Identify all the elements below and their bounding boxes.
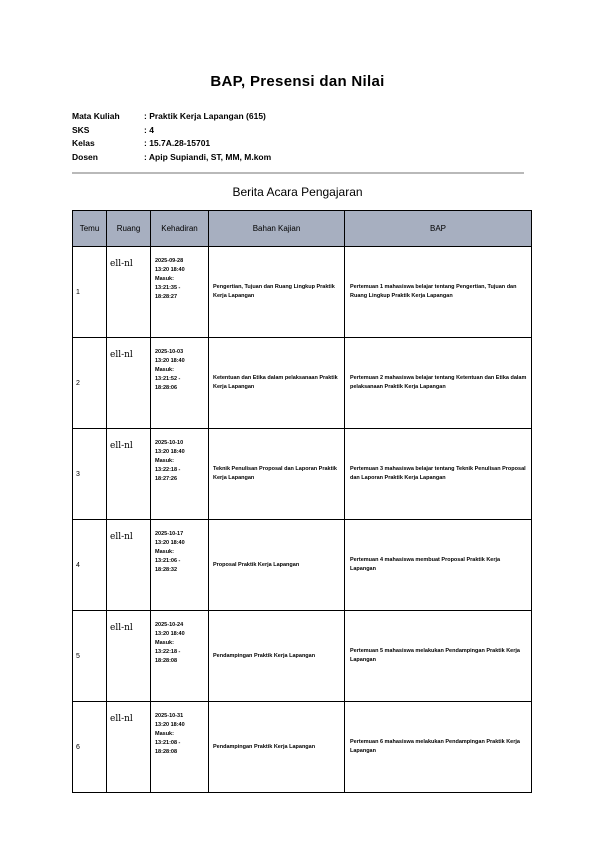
course-info-label: SKS xyxy=(72,124,90,135)
course-info-row xyxy=(72,110,271,124)
table-row xyxy=(73,702,532,793)
kehadiran-cell xyxy=(151,611,209,702)
kehadiran-line: 2025-10-24 xyxy=(155,622,184,628)
course-info-row xyxy=(72,137,271,151)
kehadiran-line: Masuk: xyxy=(155,549,174,555)
table-row xyxy=(73,338,532,429)
kehadiran-line: 13:20 18:40 xyxy=(155,631,185,637)
page-title: BAP, Presensi dan Nilai xyxy=(210,73,385,90)
kehadiran-line: 13:21:52 - xyxy=(155,376,181,382)
bap-cell: Pertemuan 6 mahasiswa melakukan Pendampingan Praktik Kerja Lapangan xyxy=(345,702,532,793)
ruang-cell: ell-nl xyxy=(107,338,151,429)
kehadiran-line: 2025-09-28 xyxy=(155,258,184,264)
kehadiran-cell xyxy=(151,247,209,338)
course-info xyxy=(72,110,271,164)
bap-cell: Pertemuan 3 mahasiswa belajar tentang Teknik Penulisan Proposal dan Laporan Praktik Kerja Lapangan xyxy=(345,429,532,520)
kehadiran-line: 13:20 18:40 xyxy=(155,722,185,728)
kehadiran-line: Masuk: xyxy=(155,367,174,373)
temu-cell: 5 xyxy=(73,611,107,702)
course-info-label: Mata Kuliah xyxy=(72,111,120,121)
divider xyxy=(72,172,524,174)
temu-cell: 2 xyxy=(73,338,107,429)
course-info-value: : 4 xyxy=(144,124,154,135)
kehadiran-line: Masuk: xyxy=(155,731,174,737)
kehadiran-line: 13:20 18:40 xyxy=(155,267,185,273)
course-info-value: : Praktik Kerja Lapangan (615) xyxy=(144,111,266,121)
kehadiran-line: 18:28:08 xyxy=(155,658,178,664)
ruang-cell: ell-nl xyxy=(107,520,151,611)
course-info-value: : 15.7A.28-15701 xyxy=(144,138,211,148)
bahan-kajian-cell: Pendampingan Praktik Kerja Lapangan xyxy=(209,702,345,793)
bahan-kajian-cell: Pengertian, Tujuan dan Ruang Lingkup Praktik Kerja Lapangan xyxy=(209,247,345,338)
kehadiran-cell xyxy=(151,429,209,520)
course-info-value: : Apip Supiandi, ST, MM, M.kom xyxy=(144,151,272,162)
course-info-row xyxy=(72,151,271,165)
kehadiran-line: 18:28:08 xyxy=(155,749,178,755)
bap-cell: Pertemuan 2 mahasiswa belajar tentang Ketentuan dan Etika dalam pelaksanaan Praktik Kerja Lapangan xyxy=(345,338,532,429)
kehadiran-line: Masuk: xyxy=(155,458,174,464)
table-row xyxy=(73,611,532,702)
column-header-temu: Temu xyxy=(73,211,107,247)
temu-cell: 6 xyxy=(73,702,107,793)
course-info-row xyxy=(72,124,271,138)
kehadiran-line: 18:28:32 xyxy=(155,567,178,573)
table-row xyxy=(73,429,532,520)
ruang-cell: ell-nl xyxy=(107,429,151,520)
temu-cell: 4 xyxy=(73,520,107,611)
kehadiran-line: Masuk: xyxy=(155,276,174,282)
bahan-kajian-cell: Ketentuan dan Etika dalam pelaksanaan Praktik Kerja Lapangan xyxy=(209,338,345,429)
bap-cell: Pertemuan 1 mahasiswa belajar tentang Pengertian, Tujuan dan Ruang Lingkup Praktik Kerja Lapangan xyxy=(345,247,532,338)
column-header-kehadiran: Kehadiran xyxy=(151,211,209,247)
course-info-label: Dosen xyxy=(72,151,98,162)
table-header-row xyxy=(73,211,532,247)
kehadiran-line: 13:22:18 - xyxy=(155,467,181,473)
kehadiran-line: 2025-10-17 xyxy=(155,531,184,537)
kehadiran-cell xyxy=(151,338,209,429)
kehadiran-line: 18:27:26 xyxy=(155,476,178,482)
temu-cell: 1 xyxy=(73,247,107,338)
section-title: Berita Acara Pengajaran xyxy=(232,185,363,199)
kehadiran-line: 13:20 18:40 xyxy=(155,449,185,455)
kehadiran-line: 2025-10-10 xyxy=(155,440,184,446)
ruang-cell: ell-nl xyxy=(107,702,151,793)
teaching-record-table xyxy=(72,210,532,793)
kehadiran-line: 13:22:18 - xyxy=(155,649,181,655)
bahan-kajian-cell: Proposal Praktik Kerja Lapangan xyxy=(209,520,345,611)
kehadiran-line: 18:28:27 xyxy=(155,294,178,300)
column-header-ruang: Ruang xyxy=(107,211,151,247)
bap-cell: Pertemuan 5 mahasiswa melakukan Pendampingan Praktik Kerja Lapangan xyxy=(345,611,532,702)
bap-cell: Pertemuan 4 mahasiswa membuat Proposal Praktik Kerja Lapangan xyxy=(345,520,532,611)
kehadiran-line: 13:20 18:40 xyxy=(155,540,185,546)
table-row xyxy=(73,520,532,611)
kehadiran-line: 18:28:06 xyxy=(155,385,178,391)
kehadiran-line: 13:21:06 - xyxy=(155,558,181,564)
kehadiran-cell xyxy=(151,520,209,611)
kehadiran-line: 13:21:08 - xyxy=(155,740,181,746)
bahan-kajian-cell: Pendampingan Praktik Kerja Lapangan xyxy=(209,611,345,702)
course-info-label: Kelas xyxy=(72,138,95,148)
kehadiran-line: 2025-10-31 xyxy=(155,713,184,719)
column-header-bap: BAP xyxy=(345,211,532,247)
temu-cell: 3 xyxy=(73,429,107,520)
ruang-cell: ell-nl xyxy=(107,247,151,338)
bahan-kajian-cell: Teknik Penulisan Proposal dan Laporan Praktik Kerja Lapangan xyxy=(209,429,345,520)
kehadiran-line: 13:21:35 - xyxy=(155,285,181,291)
kehadiran-cell xyxy=(151,702,209,793)
table-row xyxy=(73,247,532,338)
kehadiran-line: Masuk: xyxy=(155,640,174,646)
kehadiran-line: 2025-10-03 xyxy=(155,349,184,355)
column-header-bahan-kajian: Bahan Kajian xyxy=(209,211,345,247)
ruang-cell: ell-nl xyxy=(107,611,151,702)
kehadiran-line: 13:20 18:40 xyxy=(155,358,185,364)
